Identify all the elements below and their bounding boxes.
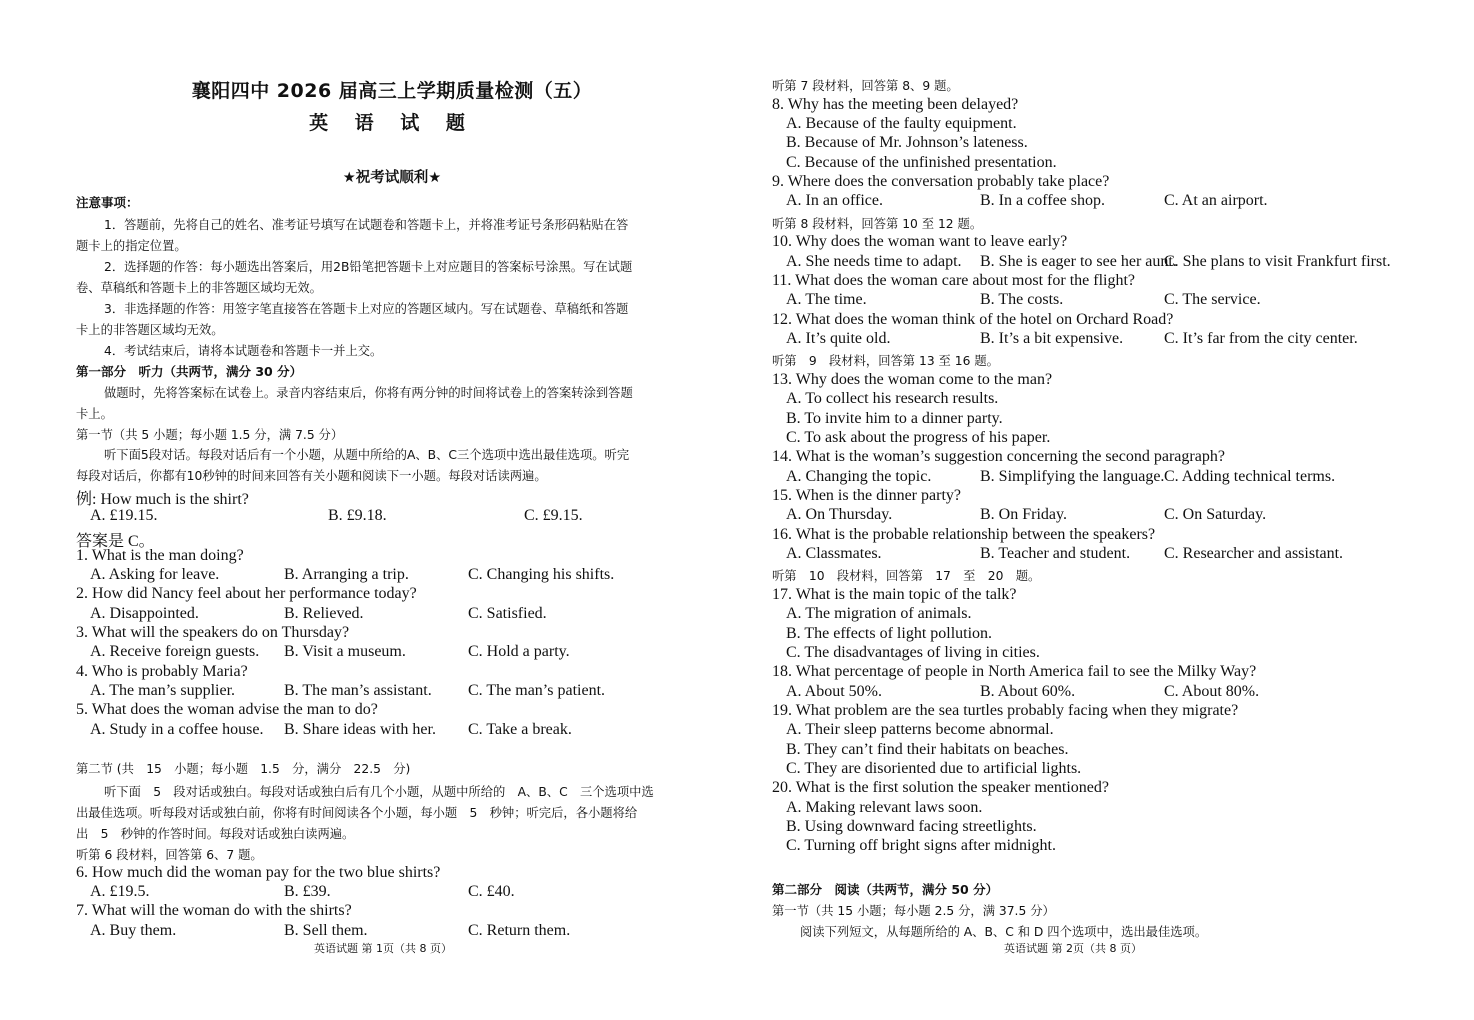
option-a: A. Asking for leave. [90,566,220,583]
question: 2. How did Nancy feel about her performance today? [76,585,417,602]
question: 13. Why does the woman come to the man? [772,371,1053,388]
section2-intro-line: 听下面 5 段对话或独白。每段对话或独白后有几个小题，从题中所给的 A、B、C 三个选项中选 [104,785,654,799]
question: 4. Who is probably Maria? [76,663,248,680]
part1-intro-line: 做题时，先将答案标在试卷上。录音内容结束后，你将有两分钟的时间将试卷上的答案转涂到答题 [104,386,633,400]
example-answer: 答案是 C。 [76,533,155,550]
option-c: C. Return them. [468,922,571,939]
option-c: C. They are disoriented due to artificial lights. [786,760,1082,777]
option-c: C. Changing his shifts. [468,566,615,583]
question: 10. Why does the woman want to leave early? [772,233,1068,250]
part1-heading: 第一部分 听力（共两节，满分 30 分） [76,364,303,379]
material-8: 听第 8 段材料，回答第 10 至 12 题。 [772,217,983,231]
option-c: C. Satisfied. [468,605,547,622]
option-a: A. Their sleep patterns become abnormal. [786,721,1054,738]
option-c: C. To ask about the progress of his paper. [786,429,1051,446]
example-option-b: B. £9.18. [328,507,387,524]
option-a: A. The migration of animals. [786,605,972,622]
question: 14. What is the woman’s suggestion concerning the second paragraph? [772,448,1225,465]
question: 18. What percentage of people in North America fail to see the Milky Way? [772,663,1257,680]
option-a: A. Making relevant laws soon. [786,799,983,816]
option-c: C. The service. [1164,291,1261,308]
section1-intro-line: 听下面5段对话。每段对话后有一个小题，从题中所给的A、B、C三个选项中选出最佳选项。听完 [104,448,630,462]
page-1-footer: 英语试题 第 1页（共 8 页） [314,942,452,955]
option-b: B. Visit a museum. [284,643,406,660]
material-10: 听第 10 段材料，回答第 17 至 20 题。 [772,569,1041,583]
option-a: A. She needs time to adapt. [786,253,962,270]
part1-intro-line: 卡上。 [76,407,113,421]
section2-heading: 第二节 (共 15 小题；每小题 1.5 分，满分 22.5 分) [76,762,411,776]
note-line: 题卡上的指定位置。 [76,239,187,253]
option-b: B. Because of Mr. Johnson’s lateness. [786,134,1028,151]
option-a: A. To collect his research results. [786,390,999,407]
material-9: 听第 9 段材料，回答第 13 至 16 题。 [772,354,999,368]
question: 20. What is the first solution the speaker mentioned? [772,779,1109,796]
example-option-a: A. £19.15. [90,507,158,524]
question: 19. What problem are the sea turtles probably facing when they migrate? [772,702,1239,719]
option-b: B. The man’s assistant. [284,682,432,699]
option-b: B. Simplifying the language. [980,468,1165,485]
part2-intro: 阅读下列短文，从每题所给的 A、B、C 和 D 四个选项中，选出最佳选项。 [800,925,1208,939]
exam-title: 襄阳四中 2026 届高三上学期质量检测（五） [191,80,593,102]
material-6: 听第 6 段材料，回答第 6、7 题。 [76,848,263,862]
part2-heading: 第二部分 阅读（共两节，满分 50 分） [772,882,999,897]
option-b: B. They can’t find their habitats on beaches. [786,741,1069,758]
question: 8. Why has the meeting been delayed? [772,96,1019,113]
option-a: A. The man’s supplier. [90,682,236,699]
option-b: B. £39. [284,883,331,900]
note-line: 1．答题前，先将自己的姓名、准考证号填写在试题卷和答题卡上，并将准考证号条形码粘贴在答 [104,218,629,232]
option-b: B. Arranging a trip. [284,566,409,583]
option-b: B. Share ideas with her. [284,721,436,738]
option-c: C. £40. [468,883,515,900]
option-b: B. Using downward facing streetlights. [786,818,1037,835]
section1-intro-line: 每段对话后，你都有10秒钟的时间来回答有关小题和阅读下一小题。每段对话读两遍。 [76,469,547,483]
option-a: A. £19.5. [90,883,150,900]
option-b: B. The effects of light pollution. [786,625,993,642]
question: 9. Where does the conversation probably take place? [772,173,1110,190]
example-option-c: C. £9.15. [524,507,583,524]
option-a: A. Study in a coffee house. [90,721,264,738]
option-c: C. The man’s patient. [468,682,606,699]
question: 12. What does the woman think of the hotel on Orchard Road? [772,311,1174,328]
question: 11. What does the woman care about most for the flight? [772,272,1136,289]
section2-intro-line: 出 5 秒钟的作答时间。每段对话或独白读两遍。 [76,827,355,841]
blessing: ★祝考试顺利★ [342,170,442,186]
option-a: A. Disappointed. [90,605,199,622]
option-b: B. Relieved. [284,605,364,622]
question: 16. What is the probable relationship between the speakers? [772,526,1156,543]
option-a: A. About 50%. [786,683,882,700]
option-b: B. To invite him to a dinner party. [786,410,1003,427]
option-c: C. Because of the unfinished presentation. [786,154,1057,171]
option-b: B. In a coffee shop. [980,192,1105,209]
question: 3. What will the speakers do on Thursday? [76,624,350,641]
option-c: C. The disadvantages of living in cities. [786,644,1040,661]
option-c: C. About 80%. [1164,683,1260,700]
option-a: A. Changing the topic. [786,468,932,485]
option-b: B. It’s a bit expensive. [980,330,1124,347]
section1-heading: 第一节（共 5 小题；每小题 1.5 分，满 7.5 分） [76,428,344,442]
option-c: C. She plans to visit Frankfurt first. [1164,253,1391,270]
option-b: B. The costs. [980,291,1064,308]
option-a: A. Because of the faulty equipment. [786,115,1017,132]
option-b: B. About 60%. [980,683,1076,700]
note-line: 4．考试结束后，请将本试题卷和答题卡一并上交。 [104,344,383,358]
notes-heading: 注意事项： [76,195,139,210]
option-b: B. Teacher and student. [980,545,1131,562]
example-question: 例: How much is the shirt? [76,491,249,508]
question: 6. How much did the woman pay for the two blue shirts? [76,864,441,881]
option-c: C. Turning off bright signs after midnight. [786,837,1056,854]
note-line: 2．选择题的作答：每小题选出答案后，用2B铅笔把答题卡上对应题目的答案标号涂黑。写在试题 [104,260,633,274]
option-a: A. The time. [786,291,867,308]
question: 17. What is the main topic of the talk? [772,586,1017,603]
option-a: A. On Thursday. [786,506,893,523]
part2-section1-heading: 第一节（共 15 小题；每小题 2.5 分，满 37.5 分） [772,904,1055,918]
option-c: C. Researcher and assistant. [1164,545,1344,562]
option-b: B. She is eager to see her aunt. [980,253,1177,270]
option-c: C. Adding technical terms. [1164,468,1336,485]
question: 15. When is the dinner party? [772,487,961,504]
note-line: 卷、草稿纸和答题卡上的非答题区域均无效。 [76,281,322,295]
note-line: 卡上的非答题区域均无效。 [76,323,224,337]
option-c: C. Take a break. [468,721,572,738]
option-b: B. On Friday. [980,506,1067,523]
option-a: A. It’s quite old. [786,330,891,347]
question: 1. What is the man doing? [76,547,244,564]
material-7: 听第 7 段材料，回答第 8、9 题。 [772,79,959,93]
option-a: A. Buy them. [90,922,177,939]
section2-intro-line: 出最佳选项。听每段对话或独白前，你将有时间阅读各个小题，每小题 5 秒钟；听完后，各小题将给 [76,806,638,820]
option-c: C. Hold a party. [468,643,570,660]
option-c: C. At an airport. [1164,192,1268,209]
exam-subtitle: 英 语 试 题 [309,112,475,134]
note-line: 3．非选择题的作答：用签字笔直接答在答题卡上对应的答题区域内。写在试题卷、草稿纸和答题 [104,302,629,316]
option-a: A. Classmates. [786,545,882,562]
question: 7. What will the woman do with the shirts? [76,902,352,919]
option-a: A. Receive foreign guests. [90,643,260,660]
option-a: A. In an office. [786,192,883,209]
page-2-footer: 英语试题 第 2页（共 8 页） [1004,942,1142,955]
option-b: B. Sell them. [284,922,368,939]
option-c: C. It’s far from the city center. [1164,330,1358,347]
option-c: C. On Saturday. [1164,506,1267,523]
question: 5. What does the woman advise the man to do? [76,701,378,718]
